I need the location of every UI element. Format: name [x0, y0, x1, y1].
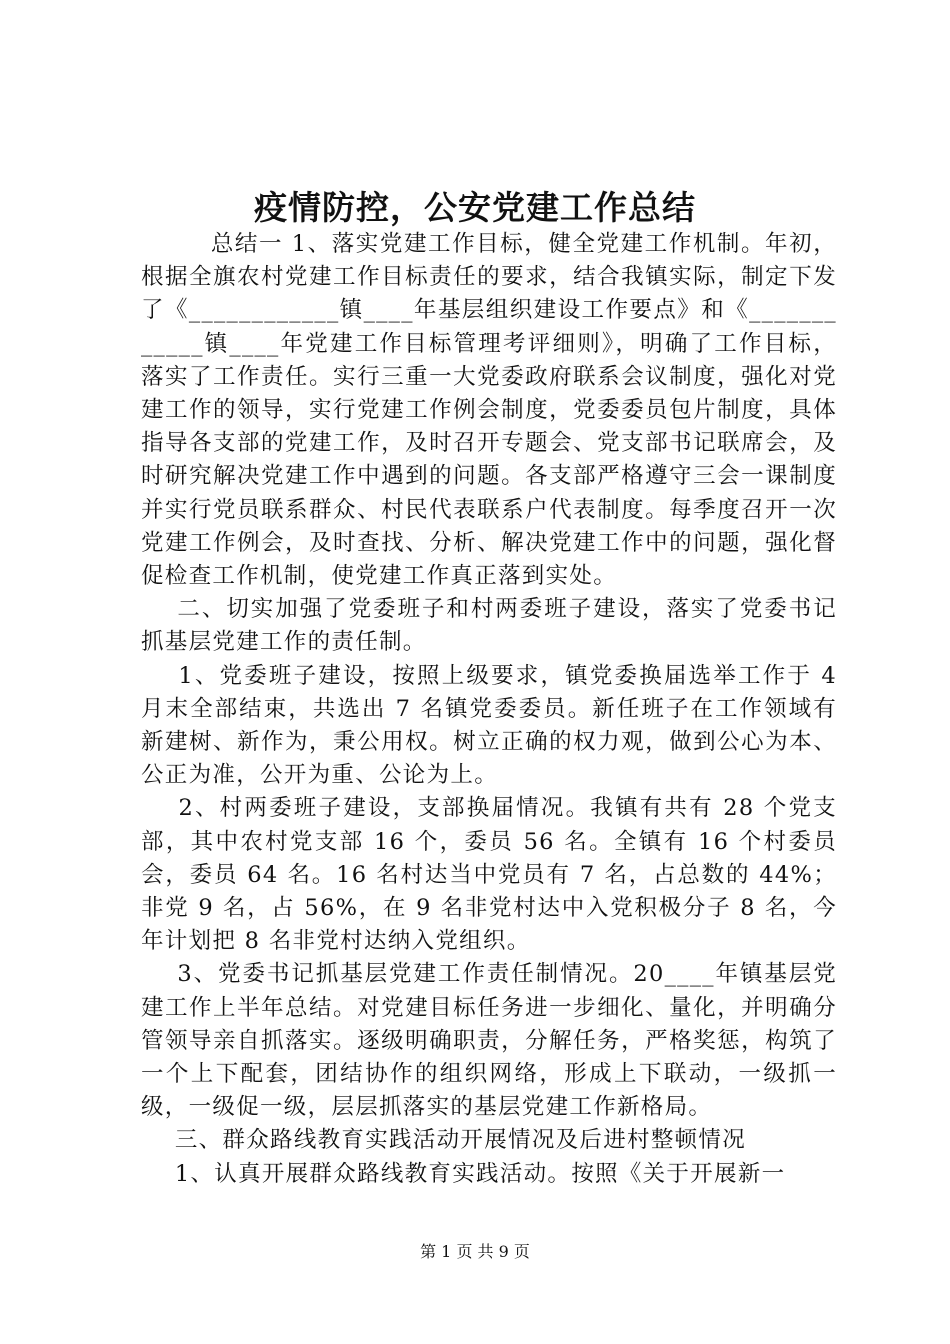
paragraph-3: 1、党委班子建设，按照上级要求，镇党委换届选举工作于 4 月末全部结束，共选出 7 名镇党委委员。新任班子在工作领域有新建树、新作为，秉公用权。树立正确的权力观，做到公心为本、公正为准，公开为重、公论为上。 — [141, 662, 846, 789]
document-title: 疫情防控，公安党建工作总结 — [254, 188, 696, 227]
paragraph-2: 二、切实加强了党委班子和村两委班子建设，落实了党委书记抓基层党建工作的责任制。 — [141, 596, 837, 656]
document-body — [141, 228, 846, 1191]
paragraph-6: 三、群众路线教育实践活动开展情况及后进村整顿情况 — [141, 1127, 747, 1154]
paragraph-7: 1、认真开展群众路线教育实践活动。按照《关于开展新一 — [141, 1160, 786, 1187]
page-footer: 第 1 页 共 9 页 — [420, 1242, 530, 1261]
paragraph-5: 3、党委书记抓基层党建工作责任制情况。20____年镇基层党建工作上半年总结。对党建目标任务进一步细化、量化，并明确分管领导亲自抓落实。逐级明确职责，分解任务，严格奖惩，构筑了一个上下配套，团结协作的组织网络，形成上下联动，一级抓一级，一级促一级，层层抓落实的基层党建工作新格局。 — [141, 961, 837, 1121]
paragraph-4: 2、村两委班子建设，支部换届情况。我镇有共有 28 个党支部，其中农村党支部 16 个，委员 56 名。全镇有 16 个村委员会，委员 64 名。16 名村达当中党员有 7 名，占总数的 44%；非党 9 名，占 56%，在 9 名非党村达中入党积极分子 8 名，今年计划把 8 名非党村达纳入党组织。 — [141, 795, 838, 955]
paragraph-1: 总结一 1、落实党建工作目标，健全党建工作机制。年初，根据全旗农村党建工作目标责任的要求，结合我镇实际，制定下发了《____________镇____年基层组织建设工作要点》和《____________镇____年党建工作目标管理考评细则》，明确了工作目标，落实了工作责任。实行三重一大党委政府联系会议制度，强化对党建工作的领导，实行党建工作例会制度，党委委员包片制度，具体指导各支部的党建工作，及时召开专题会、党支部书记联席会，及时研究解决党建工作中遇到的问题。各支部严格遵守三会一课制度并实行党员联系群众、村民代表联系户代表制度。每季度召开一次党建工作例会，及时查找、分析、解决党建工作中的问题，强化督促检查工作机制，使党建工作真正落到实处。 — [141, 231, 837, 590]
